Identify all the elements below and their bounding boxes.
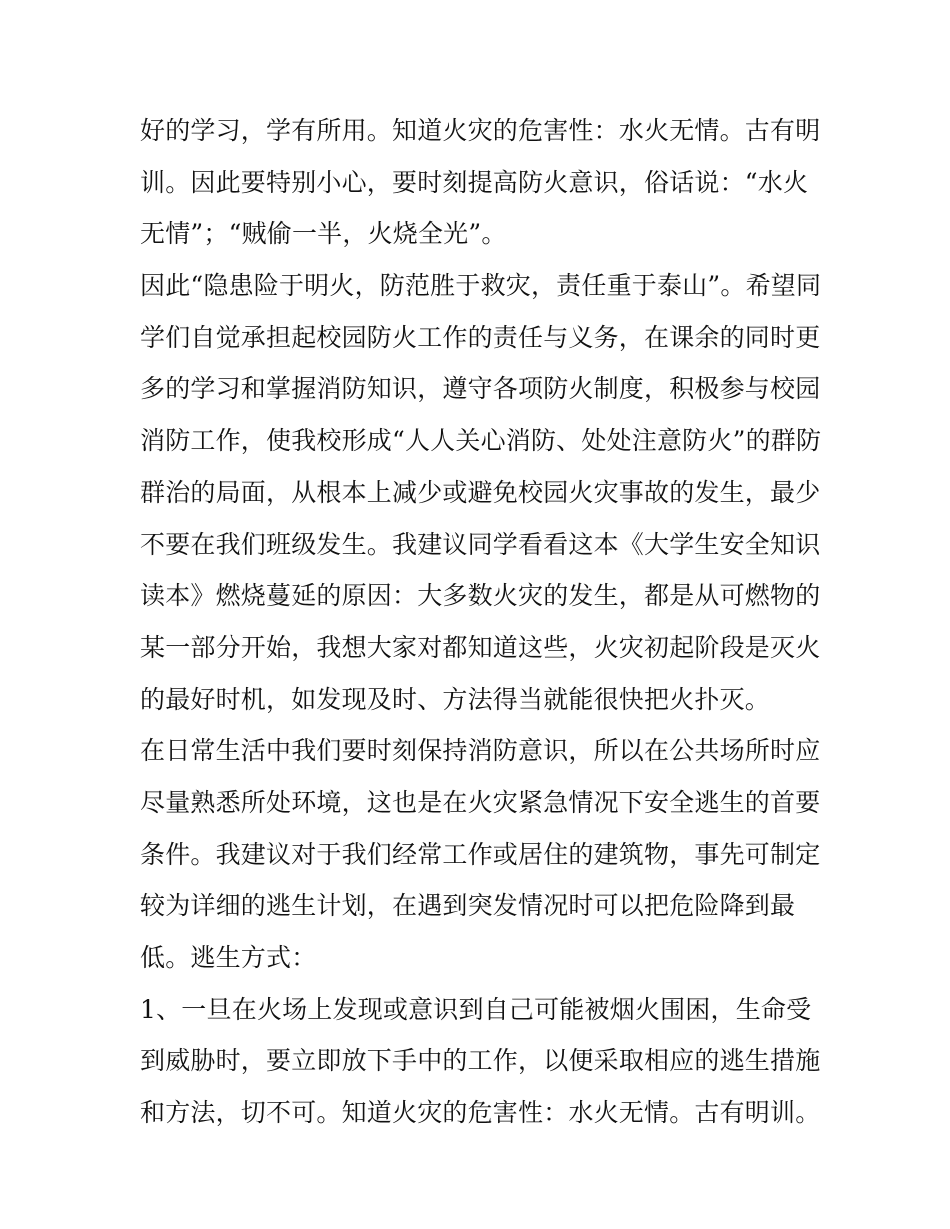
text-line: 较为详细的逃生计划，在遇到突发情况时可以把危险降到最 xyxy=(140,891,796,921)
text-line: 好的学习，学有所用。知道火灾的危害性：水火无情。古有明 xyxy=(140,116,821,145)
text-line: 读本》燃烧蔓延的原因：大多数火灾的发生，都是从可燃物的 xyxy=(140,581,821,611)
text-line: 条件。我建议对于我们经常工作或居住的建筑物，事先可制定 xyxy=(140,839,821,869)
text-line: 消防工作，使我校形成“人人关心消防、处处注意防火”的群防 xyxy=(140,426,822,456)
text-line: 某一部分开始，我想大家对都知道这些，火灾初起阶段是灭火 xyxy=(140,632,821,662)
text-line: 在日常生活中我们要时刻保持消防意识，所以在公共场所时应 xyxy=(140,736,821,766)
text-line: 的最好时机，如发现及时、方法得当就能很快把火扑灭。 xyxy=(140,684,771,714)
text-line: 群治的局面，从根本上减少或避免校园火灾事故的发生，最少 xyxy=(140,477,821,507)
text-line: 无情”；“贼偷一半，火烧全光”。 xyxy=(140,219,507,249)
text-line: 训。因此要特别小心，要时刻提高防火意识，俗话说：“水火 xyxy=(140,167,809,197)
text-line: 1、一旦在火场上发现或意识到自己可能被烟火围困，生命受 xyxy=(140,994,812,1024)
text-line: 低。逃生方式： xyxy=(140,943,317,972)
text-line: 和方法，切不可。知道火灾的危害性：水火无情。古有明训。 xyxy=(140,1098,821,1128)
text-line: 多的学习和掌握消防知识，遵守各项防火制度，积极参与校园 xyxy=(140,374,821,404)
text-line: 因此“隐患险于明火，防范胜于救灾，责任重于泰山”。希望同 xyxy=(140,271,822,301)
text-line: 不要在我们班级发生。我建议同学看看这本《大学生安全知识 xyxy=(140,529,821,559)
text-line: 尽量熟悉所处环境，这也是在火灾紧急情况下安全逃生的首要 xyxy=(140,787,821,817)
text-line: 到威胁时，要立即放下手中的工作，以便采取相应的逃生措施 xyxy=(140,1046,821,1076)
text-line: 学们自觉承担起校园防火工作的责任与义务，在课余的同时更 xyxy=(140,322,821,352)
body-text xyxy=(140,105,820,1139)
